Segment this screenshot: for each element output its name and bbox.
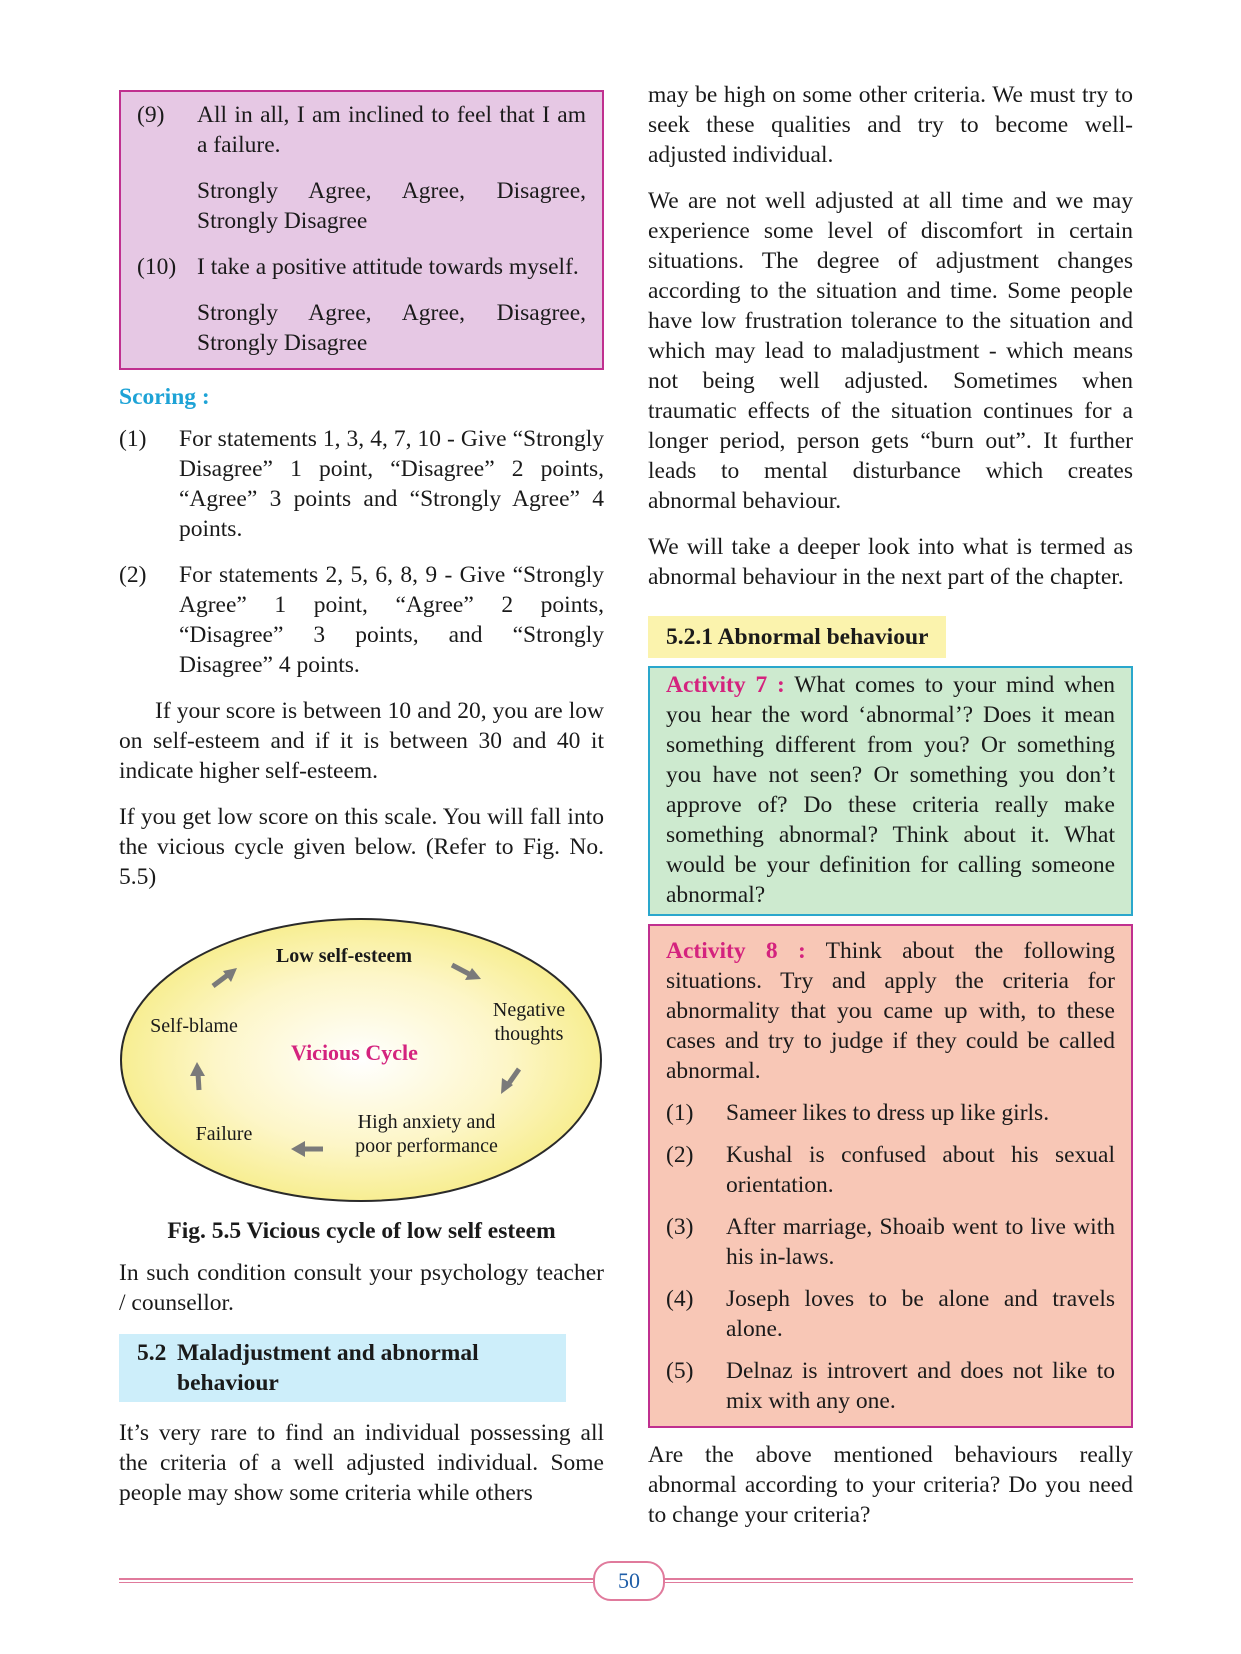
node-self-blame: Self-blame — [150, 1015, 238, 1037]
scoring-item-number: (1) — [119, 426, 147, 452]
question-options: Strongly Agree, Agree, Disagree, Strongly Disagree — [197, 178, 586, 234]
node-negative-thoughts: Negative thoughts — [492, 999, 566, 1045]
scoring-item — [119, 560, 604, 680]
question-item — [137, 100, 586, 236]
activity-8-item — [666, 1098, 1115, 1128]
right-column — [648, 80, 1133, 1546]
activity-8-item — [666, 1284, 1115, 1344]
section-title: Maladjustment and abnormal behaviour — [177, 1340, 479, 1396]
activity-item-text: Delnaz is introvert and does not like to mix with any one. — [726, 1358, 1115, 1414]
consult-paragraph: In such condition consult your psychology teacher / counsellor. — [119, 1260, 604, 1316]
activity-8-intro — [666, 936, 1115, 1086]
activity-item-text: Sameer likes to dress up like girls. — [726, 1100, 1050, 1126]
activity-8-box — [648, 924, 1133, 1428]
activity-item-number: (5) — [666, 1358, 694, 1384]
node-low-self-esteem: Low self-esteem — [275, 945, 413, 967]
question-options: Strongly Agree, Agree, Disagree, Strongly Disagree — [197, 300, 586, 356]
activity-item-number: (3) — [666, 1214, 694, 1240]
activity-7-label: Activity 7 : — [666, 672, 785, 698]
node-high-anxiety: High anxiety and poor performance — [355, 1111, 498, 1157]
activity-8-item — [666, 1140, 1115, 1200]
not-adjusted-paragraph: We are not well adjusted at all time and we may experience some level of discomfort in certain situations. The degree of adjustment changes according to the situation and time. Some people have low frustration tolerance to the situation and which may lead to maladjustment - which means not being well adjusted. Sometimes when traumatic effects of the situation continues for a longer period, person gets “burn out”. It further leads to mental disturbance which creates abnormal behaviour. — [648, 188, 1133, 514]
activity-8-label: Activity 8 : — [666, 938, 806, 964]
section-heading-5-2 — [119, 1334, 566, 1402]
question-number: (9) — [137, 102, 165, 128]
section-heading-5-2-1: 5.2.1 Abnormal behaviour — [648, 616, 946, 658]
question-item — [137, 252, 586, 358]
vicious-cycle-figure — [119, 916, 604, 1204]
activity-item-number: (1) — [666, 1100, 694, 1126]
low-score-paragraph: If you get low score on this scale. You will fall into the vicious cycle given below. (Refer to Fig. No. 5.5) — [119, 804, 604, 890]
activity-item-text: Joseph loves to be alone and travels alone. — [726, 1286, 1115, 1342]
questionnaire-box — [119, 90, 604, 370]
activity-item-text: Kushal is confused about his sexual orientation. — [726, 1142, 1115, 1198]
activity-8-item — [666, 1356, 1115, 1416]
activity-item-text: After marriage, Shoaib went to live with his in-laws. — [726, 1214, 1115, 1270]
figure-caption: Fig. 5.5 Vicious cycle of low self esteem — [167, 1218, 556, 1244]
question-text: All in all, I am inclined to feel that I am a failure. — [197, 102, 586, 158]
activity-8-item — [666, 1212, 1115, 1272]
scoring-heading: Scoring : — [119, 384, 210, 410]
page-number: 50 — [593, 1561, 665, 1601]
continued-paragraph: may be high on some other criteria. We must try to seek these qualities and try to become well-adjusted individual. — [648, 82, 1133, 168]
section-number: 5.2 — [137, 1340, 167, 1366]
closing-paragraph: Are the above mentioned behaviours really abnormal according to your criteria? Do you need to change your criteria? — [648, 1442, 1133, 1528]
question-number: (10) — [137, 254, 177, 280]
left-column — [119, 80, 604, 1524]
cycle-center-label: Vicious Cycle — [291, 1040, 418, 1065]
score-range-paragraph: If your score is between 10 and 20, you are low on self-esteem and if it is between 30 and 40 it indicate higher self-esteem. — [119, 698, 604, 784]
activity-7-text: What comes to your mind when you hear the word ‘abnormal’? Does it mean something different from you? Or something you have not seen? Or something you don’t approve of? Do these criteria really make something abnormal? Think about it. What would be your definition for calling someone abnormal? — [666, 672, 1115, 908]
question-text: I take a positive attitude towards myself. — [197, 254, 579, 280]
scoring-item — [119, 424, 604, 544]
activity-8-text: Think about the following situations. Try and apply the criteria for abnormality that you came up with, to these cases and try to judge if they could be called abnormal. — [666, 938, 1116, 1084]
activity-item-number: (4) — [666, 1286, 694, 1312]
scoring-item-number: (2) — [119, 562, 147, 588]
activity-item-number: (2) — [666, 1142, 694, 1168]
scoring-item-text: For statements 1, 3, 4, 7, 10 - Give “Strongly Disagree” 1 point, “Disagree” 2 points, “Agree” 3 points and “Strongly Agree” 4 points. — [179, 426, 604, 542]
activity-7-box — [648, 666, 1133, 916]
deeper-paragraph: We will take a deeper look into what is termed as abnormal behaviour in the next part of the chapter. — [648, 534, 1133, 590]
rare-paragraph: It’s very rare to find an individual possessing all the criteria of a well adjusted individual. Some people may show some criteria while others — [119, 1420, 604, 1506]
node-failure: Failure — [195, 1123, 253, 1145]
scoring-item-text: For statements 2, 5, 6, 8, 9 - Give “Strongly Agree” 1 point, “Agree” 2 points, “Disagree” 3 points, and “Strongly Disagree” 4 points. — [179, 562, 604, 678]
